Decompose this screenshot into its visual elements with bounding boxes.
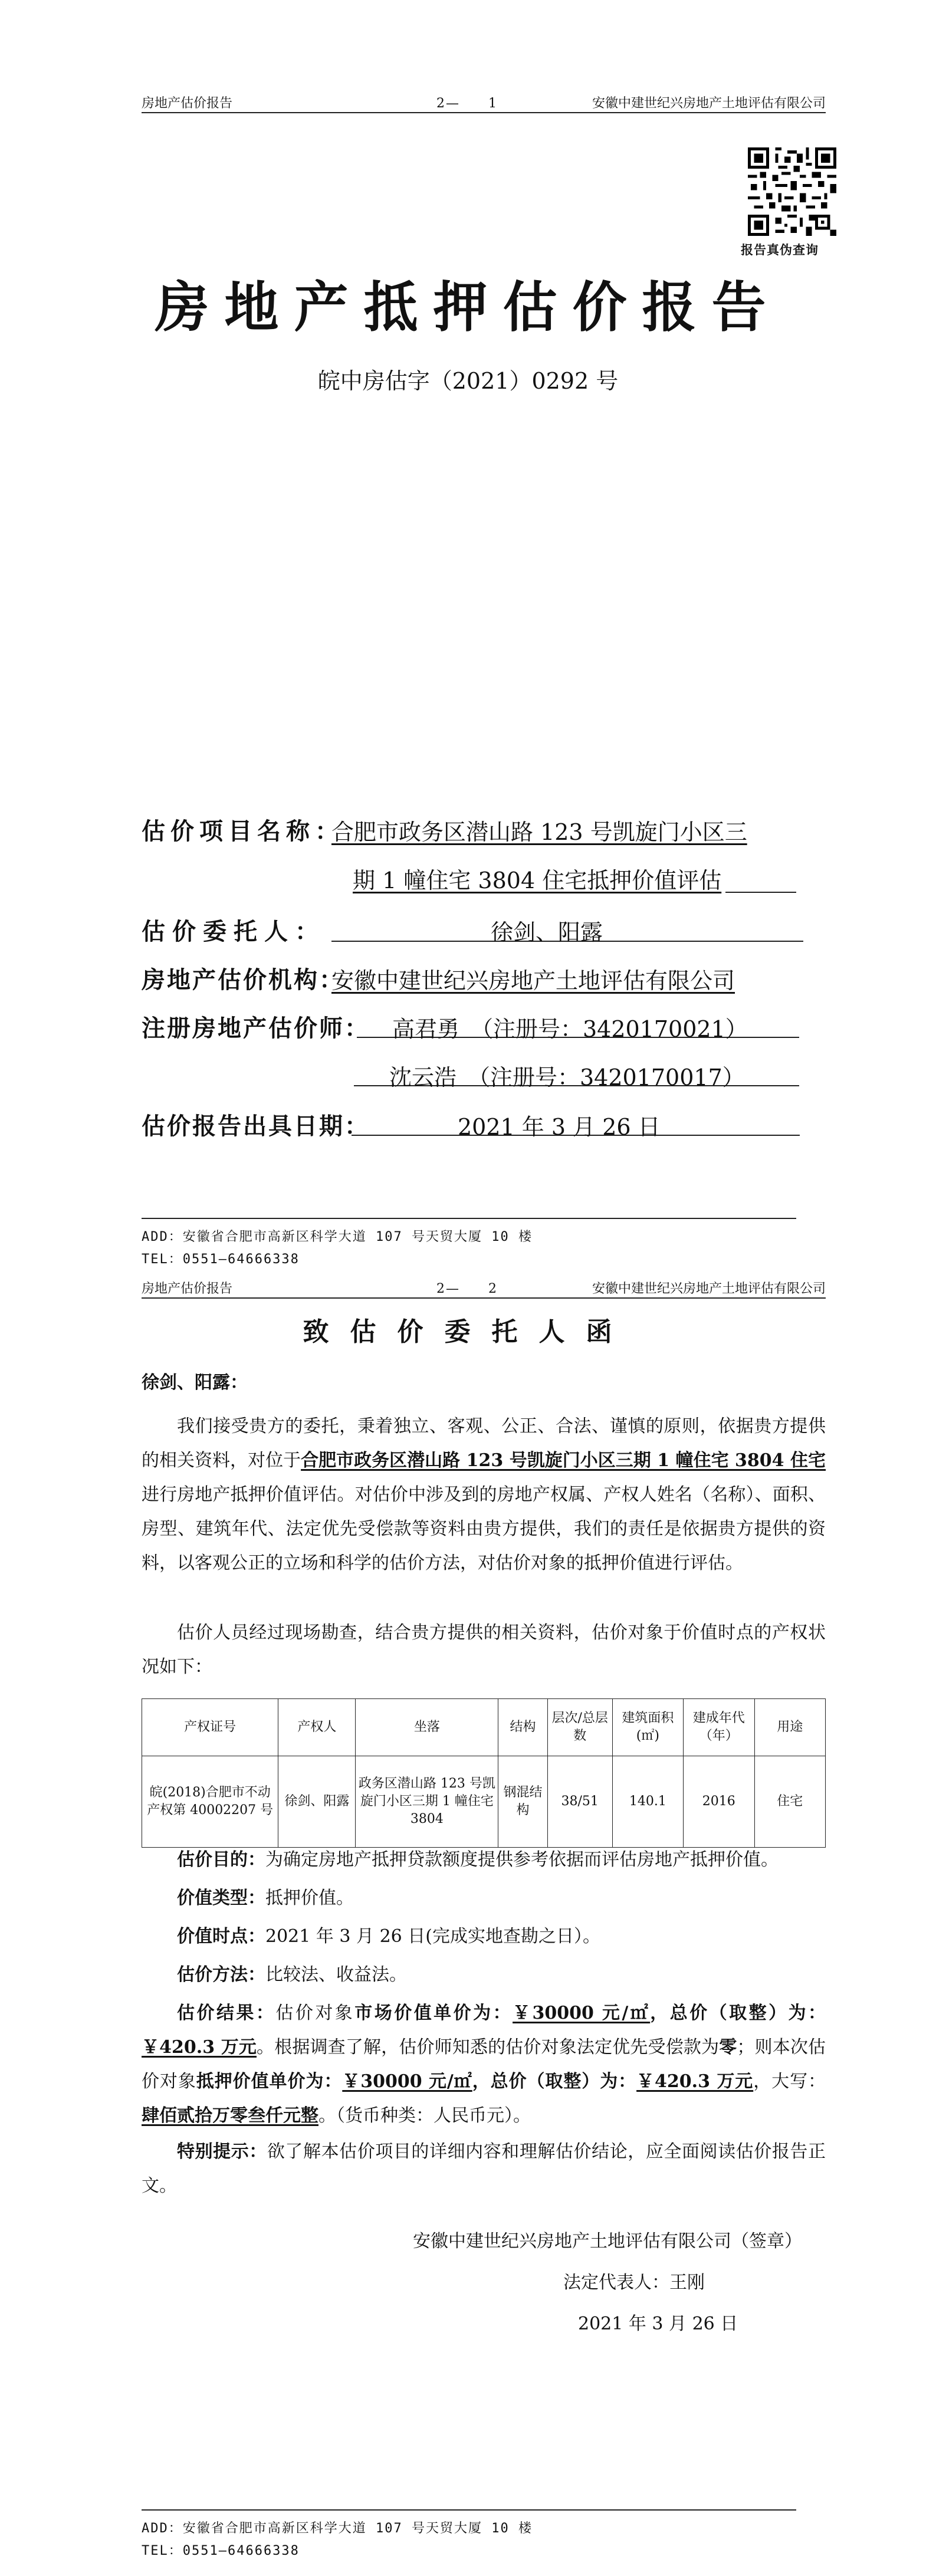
client-label: 估价委托人： <box>142 918 326 945</box>
header-company: 安徽中建世纪兴房地产土地评估有限公司 <box>592 96 826 111</box>
table-cell: 皖(2018)合肥市不动产权第 40002207 号 <box>142 1756 278 1848</box>
mortgage-unit-price: ￥30000 元/㎡ <box>342 2071 472 2092</box>
table-row <box>142 1756 826 1848</box>
qr-caption: 报告真伪查询 <box>741 243 819 257</box>
footer-tel-2: TEL：0551—64666338 <box>142 2544 300 2558</box>
project-name-value: 合肥市政务区潜山路 123 号凯旋门小区三 <box>331 819 747 845</box>
table-cell: 徐剑、阳露 <box>278 1756 356 1848</box>
table-header-cell: 产权人 <box>278 1699 356 1756</box>
table-cell: 住宅 <box>754 1756 825 1848</box>
project-name-label: 估价项目名称： <box>142 817 344 845</box>
table-header-cell: 产权证号 <box>142 1699 278 1756</box>
method-line: 估价方法：比较法、收益法。 <box>177 1964 407 1985</box>
agency-value: 安徽中建世纪兴房地产土地评估有限公司 <box>331 968 735 994</box>
page-header-2 <box>142 1279 826 1299</box>
appraiser-value-1: 高君勇 （注册号：3420170021） <box>392 1016 748 1042</box>
client-value: 徐剑、阳露 <box>491 919 603 945</box>
page-header <box>142 93 826 113</box>
issue-date-value: 2021 年 3 月 26 日 <box>458 1114 661 1140</box>
signature-representative: 法定代表人：王刚 <box>563 2272 705 2293</box>
table-header-cell: 用途 <box>754 1699 825 1756</box>
letter-title: 致估价委托人函 <box>303 1317 633 1347</box>
table-header-cell: 建成年代（年） <box>684 1699 754 1756</box>
purpose-line: 估价目的：为确定房地产抵押贷款额度提供参考依据而评估房地产抵押价值。 <box>177 1849 779 1870</box>
report-title: 房地产抵押估价报告 <box>155 275 781 339</box>
footer-tel: TEL：0551—64666338 <box>142 1252 300 1267</box>
project-name-value-line2: 期 1 幢住宅 3804 住宅抵押价值评估 <box>353 868 722 893</box>
table-cell: 2016 <box>684 1756 754 1848</box>
agency-label: 房地产估价机构： <box>142 966 344 994</box>
table-header-cell: 层次/总层数 <box>547 1699 612 1756</box>
table-header-cell: 建筑面积(㎡) <box>612 1699 683 1756</box>
signature-date: 2021 年 3 月 26 日 <box>578 2314 738 2334</box>
footer-rule <box>142 1218 796 1219</box>
header-left-2: 房地产估价报告 <box>142 1282 233 1296</box>
letter-paragraph-2: 估价人员经过现场勘查，结合贵方提供的相关资料，估价对象于价值时点的产权状况如下： <box>142 1622 826 1677</box>
table-cell: 38/51 <box>547 1756 612 1848</box>
table-header-row <box>142 1699 826 1756</box>
table-cell: 政务区潜山路 123 号凯旋门小区三期 1 幢住宅 3804 <box>356 1756 498 1848</box>
result-paragraph: 估价结果：估价对象市场价值单价为：￥30000 元/㎡，总价（取整）为：￥420.3 万元。根据调查了解，估价师知悉的估价对象法定优先受偿款为零；则本次估价对象抵押价值单价为：￥30000 元/㎡，总价（取整）为：￥420.3 万元，大写：肆佰贰拾万零叁仟元整。（货币种类：人民币元）。 <box>142 2003 826 2126</box>
appraiser-value-2: 沈云浩 （注册号：3420170017） <box>389 1064 745 1090</box>
footer-address-2: ADD：安徽省合肥市高新区科学大道 107 号天贸大厦 10 楼 <box>142 2521 533 2536</box>
mortgage-total-price: ￥420.3 万元 <box>636 2071 754 2092</box>
qr-code-icon[interactable] <box>748 147 836 236</box>
header-company-2: 安徽中建世纪兴房地产土地评估有限公司 <box>592 1282 826 1296</box>
report-number: 皖中房估字（2021）0292 号 <box>317 368 619 394</box>
property-address: 合肥市政务区潜山路 123 号凯旋门小区三期 1 幢住宅 3804 住宅 <box>301 1450 826 1471</box>
project-name-underline <box>725 892 796 893</box>
signature-company: 安徽中建世纪兴房地产土地评估有限公司（签章） <box>413 2231 802 2252</box>
property-table <box>142 1698 826 1848</box>
salutation: 徐剑、阳露： <box>142 1372 248 1393</box>
header-left: 房地产估价报告 <box>142 96 233 111</box>
table-header-cell: 坐落 <box>356 1699 498 1756</box>
value-type-line: 价值类型：抵押价值。 <box>177 1888 354 1908</box>
appraiser-label: 注册房地产估价师： <box>142 1014 370 1042</box>
table-cell: 140.1 <box>612 1756 683 1848</box>
footer-rule-2 <box>142 2509 796 2511</box>
header-page-number-2: 2— 2 <box>436 1282 498 1296</box>
letter-paragraph-1: 我们接受贵方的委托，秉着独立、客观、公正、合法、谨慎的原则，依据贵方提供的相关资料，对位于合肥市政务区潜山路 123 号凯旋门小区三期 1 幢住宅 3804 住宅进行房地产抵押价值评估。对估价中涉及到的房地产权属、产权人姓名（名称）、面积、房型、建筑年代、法定优先受偿款等资料由贵方提供，我们的责任是依据贵方提供的资料，以客观公正的立场和科学的估价方法，对估价对象的抵押价值进行评估。 <box>142 1416 826 1573</box>
table-cell: 钢混结构 <box>498 1756 547 1848</box>
market-unit-price: ￥30000 元/㎡ <box>513 2003 651 2023</box>
amount-in-words: 肆佰贰拾万零叁仟元整 <box>142 2105 318 2126</box>
value-date-line: 价值时点：2021 年 3 月 26 日(完成实地查勘之日）。 <box>177 1926 600 1947</box>
header-page-number: 2— 1 <box>436 96 498 111</box>
footer-address: ADD：安徽省合肥市高新区科学大道 107 号天贸大厦 10 楼 <box>142 1230 533 1244</box>
issue-date-label: 估价报告出具日期： <box>142 1112 370 1140</box>
market-total-price: ￥420.3 万元 <box>142 2037 257 2058</box>
special-note: 特别提示：欲了解本估价项目的详细内容和理解估价结论，应全面阅读估价报告正文。 <box>142 2141 826 2196</box>
table-header-cell: 结构 <box>498 1699 547 1756</box>
